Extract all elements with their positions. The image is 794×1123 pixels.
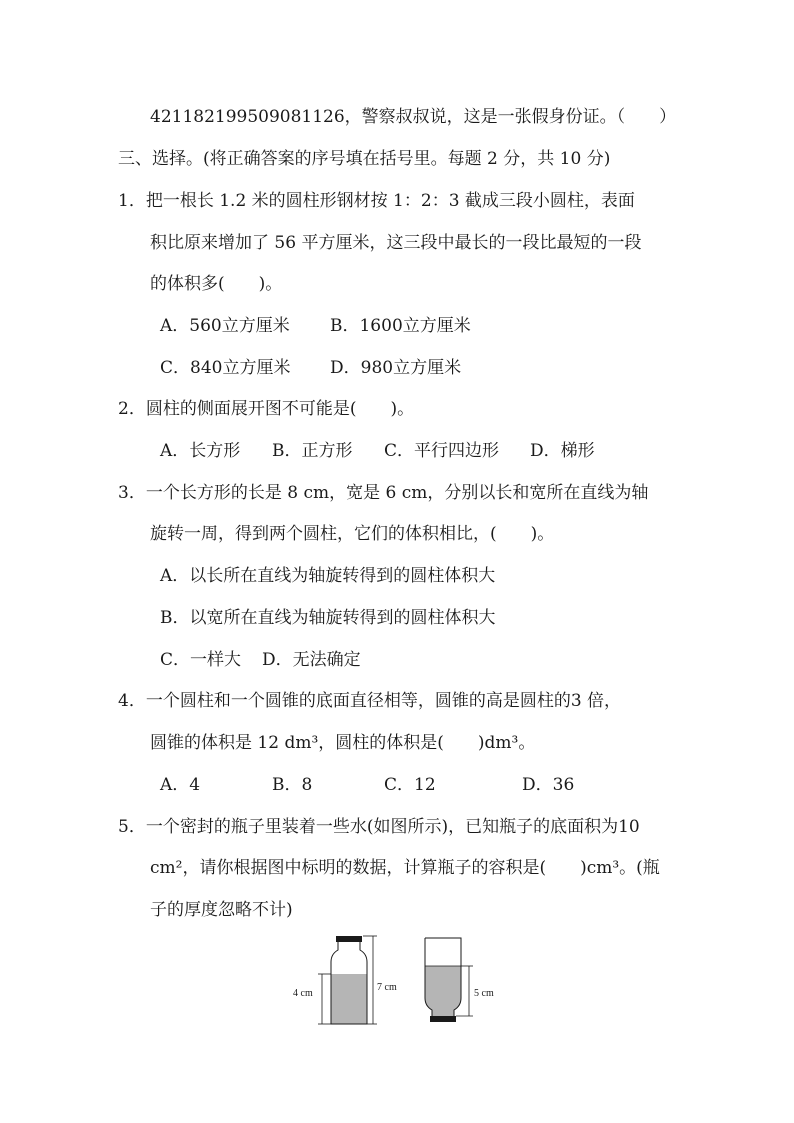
question-4-line-1: 4．一个圆柱和一个圆锥的底面直径相等，圆锥的高是圆柱的3 倍， (118, 691, 622, 711)
question-4-option-a[interactable]: A．4 (160, 775, 201, 795)
question-3-option-c[interactable]: C．一样大 (160, 650, 242, 670)
question-4-option-c[interactable]: C．12 (384, 775, 436, 795)
bottle-height-label: 7 cm (377, 982, 397, 993)
question-3-line-2: 旋转一周，得到两个圆柱，它们的体积相比，( )。 (150, 524, 555, 544)
air-height-label: 5 cm (474, 988, 494, 999)
question-1-option-d[interactable]: D．980立方厘米 (330, 358, 462, 378)
question-1-option-c[interactable]: C．840立方厘米 (160, 358, 291, 378)
question-5-line-3: 子的厚度忽略不计) (150, 900, 293, 920)
question-2-option-a[interactable]: A．长方形 (160, 441, 241, 461)
question-3-line-1: 3．一个长方形的长是 8 cm，宽是 6 cm，分别以长和宽所在直线为轴 (118, 483, 649, 503)
question-1-option-b[interactable]: B．1600立方厘米 (330, 316, 471, 336)
question-1-option-a[interactable]: A．560立方厘米 (160, 316, 290, 336)
question-5-line-2: cm²，请你根据图中标明的数据，计算瓶子的容积是( )cm³。(瓶 (150, 858, 660, 878)
question-5-line-1: 5．一个密封的瓶子里装着一些水(如图所示)，已知瓶子的底面积为10 (118, 817, 640, 837)
intro-line: 421182199509081126，警察叔叔说，这是一张假身份证。（ ） (150, 107, 677, 127)
section-heading: 三、选择。(将正确答案的序号填在括号里。每题 2 分，共 10 分) (118, 149, 611, 169)
question-3-option-a[interactable]: A．以长所在直线为轴旋转得到的圆柱体积大 (160, 566, 496, 586)
upright-bottle-cap (336, 936, 362, 942)
upright-bottle (293, 936, 397, 1024)
question-3-option-d[interactable]: D．无法确定 (262, 650, 361, 670)
question-2-option-c[interactable]: C．平行四边形 (384, 441, 500, 461)
inverted-bottle-cap (430, 1016, 456, 1022)
question-2-line-1: 2．圆柱的侧面展开图不可能是( )。 (118, 399, 415, 419)
question-1-line-2: 积比原来增加了 56 平方厘米，这三段中最长的一段比最短的一段 (150, 233, 642, 253)
question-1-line-3: 的体积多( )。 (150, 274, 283, 294)
question-4-option-d[interactable]: D．36 (522, 775, 575, 795)
inverted-bottle (425, 938, 494, 1022)
water-height-label: 4 cm (293, 988, 313, 999)
question-2-option-d[interactable]: D．梯形 (530, 441, 595, 461)
question-3-option-b[interactable]: B．以宽所在直线为轴旋转得到的圆柱体积大 (160, 608, 496, 628)
question-4-line-2: 圆锥的体积是 12 dm³，圆柱的体积是( )dm³。 (150, 733, 536, 753)
question-1-line-1: 1．把一根长 1.2 米的圆柱形钢材按 1：2：3 截成三段小圆柱，表面 (118, 191, 635, 211)
bottle-figure (280, 930, 520, 1030)
question-4-option-b[interactable]: B．8 (272, 775, 313, 795)
question-2-option-b[interactable]: B．正方形 (272, 441, 353, 461)
upright-bottle-water (331, 974, 367, 1024)
